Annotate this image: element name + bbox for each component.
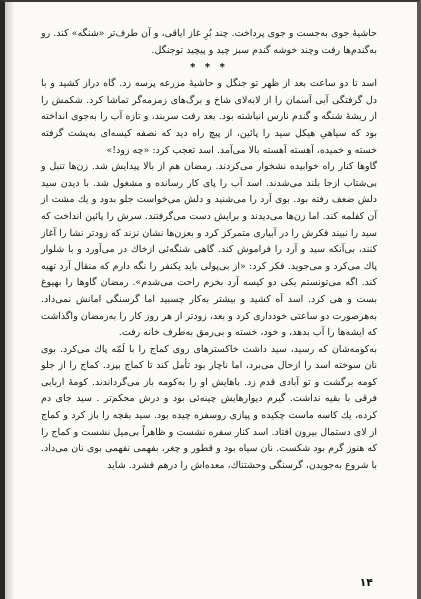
paragraph: گاوها کنار راه خوابیده نشخوار می‌کردند. رمضان هم از بالا پیدایش شد. زن‌ها تنبل و بی‌شتاب ازجا بلند می‌شدند. اسد آب را پای کار رسانده و مشغول شد. با دیدن سید دلش ضعف رفته بود. بوی آرد را می‌شنید و دلش می‌خواست جلو بدود و یك مشت از آن کفلمه کند. اما زن‌ها می‌دیدند و برایش دست می‌گرفتند. سرش را پائین انداخت که سید را نبیند فکرش را در آبیاری متمرکز کرد و بعزن‌ها نشان نزند که زودتر نشا را آغاز کنند، بی‌آنکه سید و آرد را فراموش کند. گاهی شنگه‌ئی ازخاك در می‌آورد و با شلوار پاك می‌کرد و می‌جوید. فکر کرد: «از بی‌پولی باید یکنفر را نگه دارم که منقال آرد تهیه کند. اگه می‌تونستم یکی دو کیسه آرد بخرم راحت می‌شدم». رمضان گاوها را بهیوغ بست و هی کرد. اسد آه کشید و بیشتر به‌کار چسبید اما گرسنگی امانش نمی‌داد. به‌هرصورت دو ساعتی خودداری کرد و بعد، زودتر از هر روز کار را بەرمضان واگذاشت که ایشه‌ها را آب بدهد، و خود، خسته و بی‌رمق به‌طرف خانه رفت. [41, 161, 377, 339]
scan-edge-shadow [5, 2, 15, 599]
paragraph: به‌کومه‌شان که رسید، سید داشت خاکسترهای روی کماج‌ را با لَمّه‌ پاك می‌کرد. بوی نان سوخته اسد را ازحال می‌برد، اما ناچار بود تأمل کند تا کماج بپزد. کماج را از جلو کومه برگشت و تو آبادی قدم زد. باهایش او را به‌کومه باز می‌گرداندند. کومهٔ اربابی فرقی با بقیه نداشت. گیرم دیوارهایش چینه‌ئی بود و درش محکم‌تر . سید جای دم کرده، یك کاسه ماست چکیده و پیازی روسفره چیده بود. سید بقچه را باز کرد و کماج از لای دستمال بیرون افتاد. اسد کنار سفره نشست و ظاهراً بی‌میل نشست و کماج را که هنوز گرم بود شکست. نان سیاه بود و قطور و چغر، بفهمی نفهمی بوی نان می‌داد. با شروع به‌جویدن، گرسنگی وحشتناك، معده‌اش را درهم فشرد. شاید [41, 343, 377, 471]
paragraph: اسد تا دو ساعت بعد از ظهر تو جنگل و حاشیهٔ مزرعه پرسه زد. گاه دراز کشید و با دل گرفتگی آبی آسمان را از لابه‌لای شاخ و برگ‌های زمزمه‌گر تماشا کرد. شکمش را از ریشهٔ شنگه و گندم نارس انباشته بود. بعد رفت سربند، و تازه آب را به‌جوی انداخته بود که سیاهیِ هیکل سید را پائین، از پیچ راه دید که نصفه کیسه‌ای به‌پشت گرفته خسته و خمیده، آهسته آهسته بالا می‌آمد. اسد تعجب کرد: «چه زود!» [41, 78, 377, 156]
page-number: ۱۴ [359, 576, 373, 589]
section-separator: * * * [190, 62, 228, 74]
paragraph-continuation: حاشیهٔ جوی به‌جست و جوی پرداخت. چند بُرِ غاز ایاقی، و آن طرف‌تر «شنگه» کند. رو به‌گندم‌ها رفت وچند خوشه گندم سبز چید و پیچید توجنگل. [41, 28, 377, 56]
page-body [41, 26, 377, 474]
